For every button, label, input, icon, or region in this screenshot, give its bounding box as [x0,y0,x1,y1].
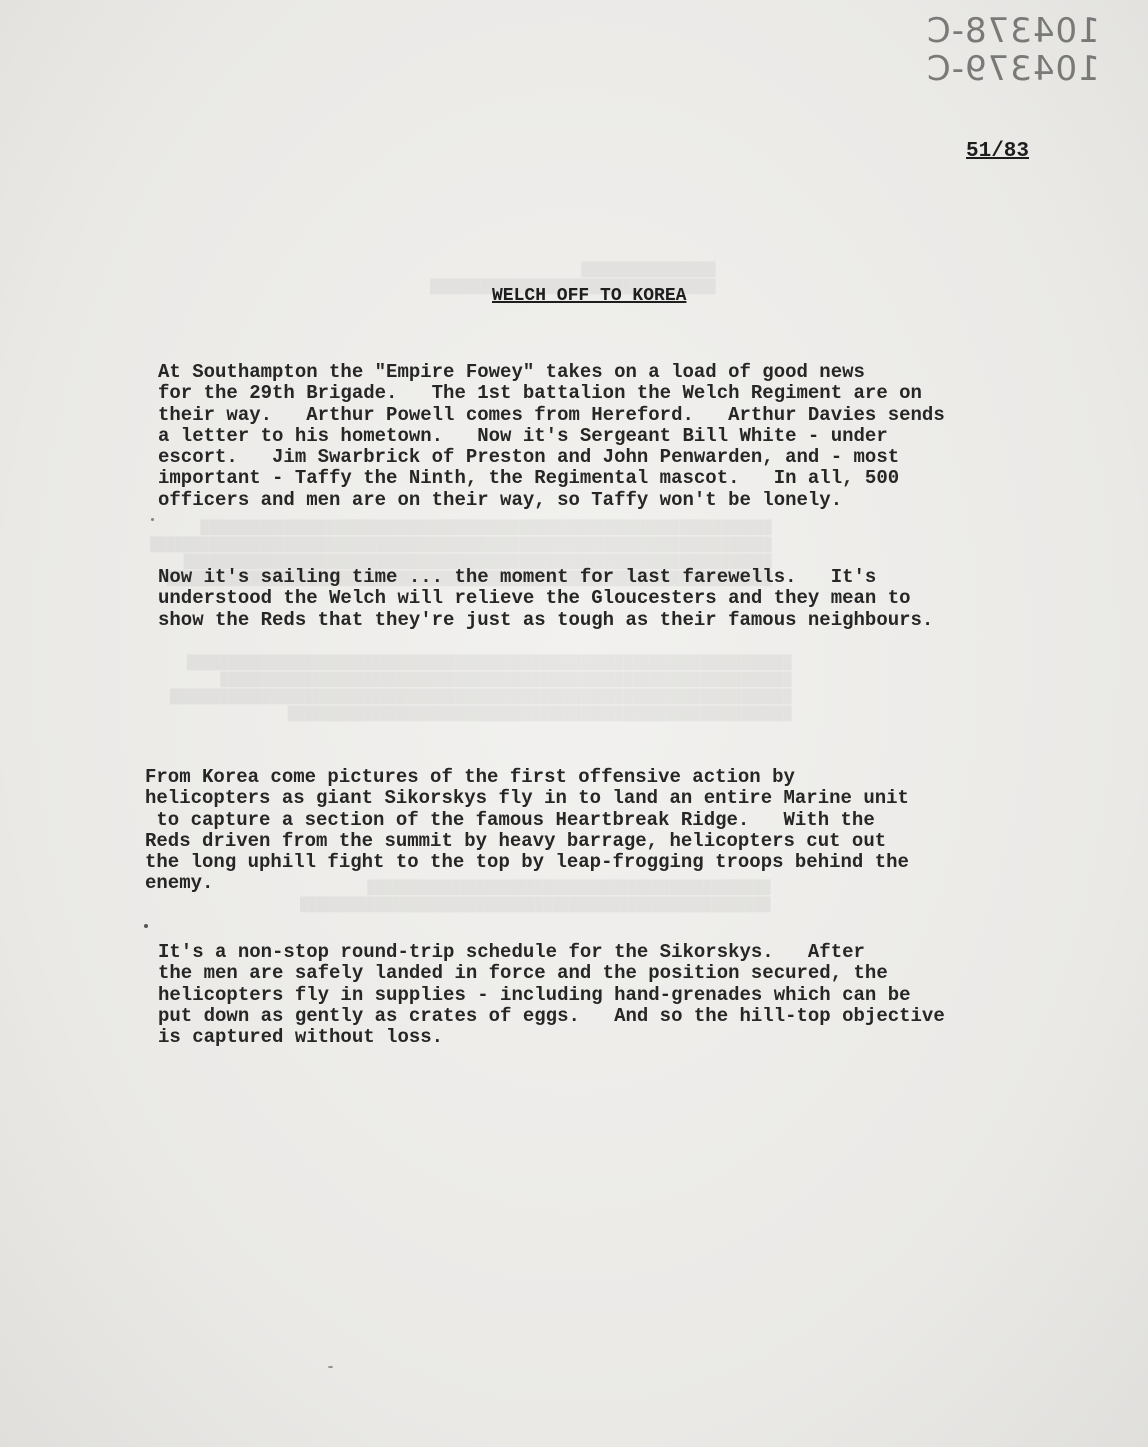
paper-speck [328,1366,333,1368]
paragraph: At Southampton the "Empire Fowey" takes on a load of good news for the 29th Brigade. The 1st battalion the Welch Regiment are on their way. Arthur Powell comes from Hereford. Arthur Davies sends a letter to his hometown. Now it's Sergeant Bill White - under escort. Jim Swarbrick of Preston and John Penwarden, and - most important - Taffy the Ninth, the Regimental mascot. In all, 500 officers and men are on their way, so Taffy won't be lonely. [158,361,945,511]
paper-speck [144,924,148,928]
archive-number: 104378-C [926,11,1100,51]
paragraph: From Korea come pictures of the first offensive action by helicopters as giant Sikorskys fly in to land an entire Marine unit to capture a section of the famous Heartbreak Ridge. With the Reds driven from the summit by heavy barrage, helicopters cut out the long uphill fight to the top by leap-frogging troops behind the enemy. [145,766,909,895]
paragraph: Now it's sailing time ... the moment for last farewells. It's understood the Welch will relieve the Gloucesters and they mean to show the Reds that they're just as tough as their famous neighbours. [158,566,934,631]
reference-number: 51/83 [966,140,1030,163]
bleed-through-text [170,655,792,723]
archive-numbers [926,12,1100,88]
paper-speck [151,518,154,521]
paragraph: It's a non-stop round-trip schedule for the Sikorskys. After the men are safely landed in force and the position secured, the helicopters fly in supplies - including hand-grenades which can be put down as gently as crates of eggs. And so the hill-top objective is captured without loss. [158,941,945,1049]
document-title: WELCH OFF TO KOREA [492,286,687,306]
archive-number: 104379-C [926,49,1100,89]
